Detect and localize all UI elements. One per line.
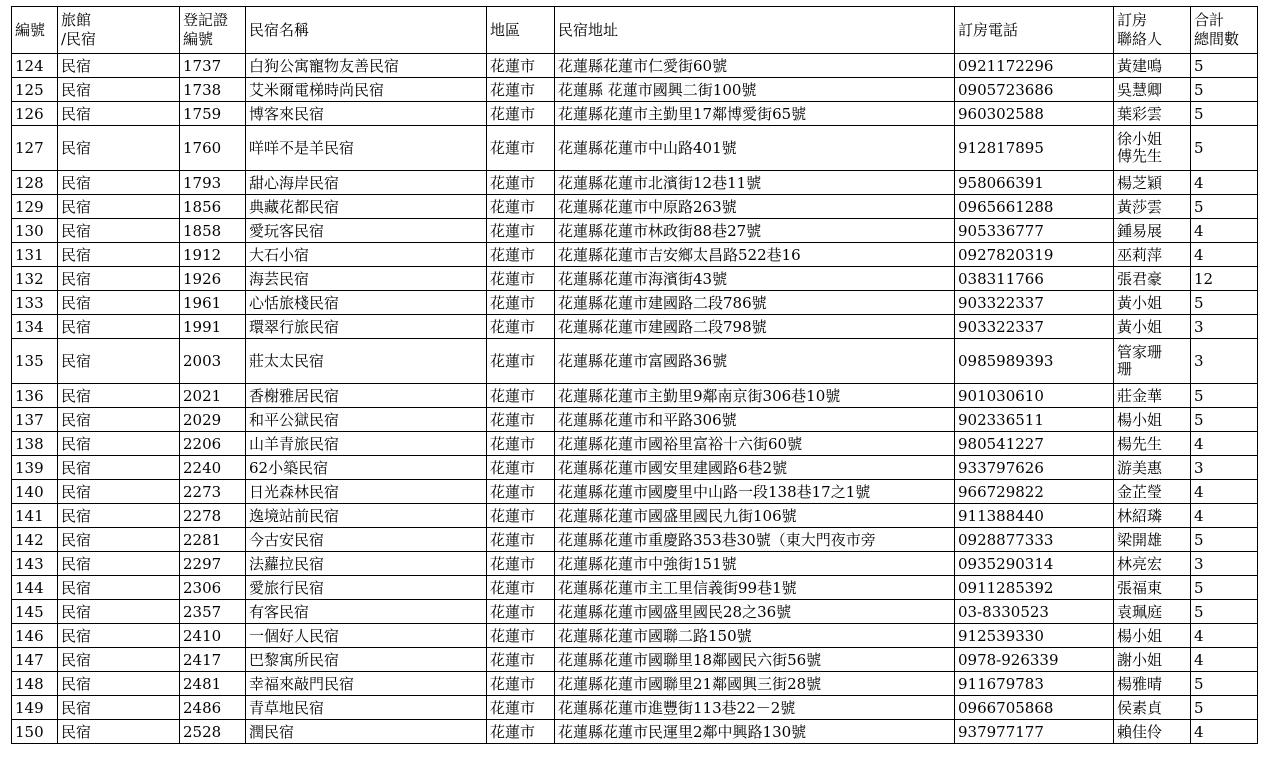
- table-row: [12, 432, 1258, 456]
- type-cell: 民宿: [58, 552, 180, 576]
- rooms-cell: 4: [1191, 171, 1258, 195]
- region-cell: 花蓮市: [487, 339, 555, 384]
- type-cell: 民宿: [58, 126, 180, 171]
- rooms-cell: 5: [1191, 102, 1258, 126]
- license-cell: 2281: [180, 528, 246, 552]
- serial-cell: 128: [12, 171, 58, 195]
- region-cell: 花蓮市: [487, 78, 555, 102]
- rooms-cell: 4: [1191, 504, 1258, 528]
- serial-cell: 130: [12, 219, 58, 243]
- phone-cell: 0966705868: [955, 696, 1114, 720]
- license-cell: 2417: [180, 648, 246, 672]
- contact-cell: 謝小姐: [1114, 648, 1191, 672]
- phone-cell: 0985989393: [955, 339, 1114, 384]
- serial-cell: 126: [12, 102, 58, 126]
- phone-cell: 933797626: [955, 456, 1114, 480]
- table-row: [12, 552, 1258, 576]
- license-cell: 2003: [180, 339, 246, 384]
- name-cell: 山羊青旅民宿: [246, 432, 487, 456]
- address-cell: 花蓮縣花蓮市國聯二路150號: [555, 624, 955, 648]
- region-cell: 花蓮市: [487, 480, 555, 504]
- rooms-cell: 5: [1191, 195, 1258, 219]
- license-cell: 1759: [180, 102, 246, 126]
- type-cell: 民宿: [58, 600, 180, 624]
- contact-cell: 莊金華: [1114, 384, 1191, 408]
- serial-cell: 125: [12, 78, 58, 102]
- rooms-cell: 3: [1191, 456, 1258, 480]
- serial-cell: 145: [12, 600, 58, 624]
- region-cell: 花蓮市: [487, 648, 555, 672]
- table-row: [12, 696, 1258, 720]
- name-cell: 心恬旅棧民宿: [246, 291, 487, 315]
- phone-cell: 0905723686: [955, 78, 1114, 102]
- type-cell: 民宿: [58, 78, 180, 102]
- contact-cell: 葉彩雲: [1114, 102, 1191, 126]
- table-row: [12, 102, 1258, 126]
- type-cell: 民宿: [58, 504, 180, 528]
- address-cell: 花蓮縣花蓮市中山路401號: [555, 126, 955, 171]
- rooms-cell: 5: [1191, 672, 1258, 696]
- region-cell: 花蓮市: [487, 54, 555, 78]
- address-cell: 花蓮縣花蓮市主勤里17鄰博愛街65號: [555, 102, 955, 126]
- table-row: [12, 78, 1258, 102]
- type-cell: 民宿: [58, 291, 180, 315]
- contact-cell: 袁珮庭: [1114, 600, 1191, 624]
- address-cell: 花蓮縣花蓮市重慶路353巷30號（東大門夜市旁: [555, 528, 955, 552]
- license-cell: 1793: [180, 171, 246, 195]
- address-cell: 花蓮縣花蓮市主工里信義街99巷1號: [555, 576, 955, 600]
- address-cell: 花蓮縣花蓮市中強街151號: [555, 552, 955, 576]
- serial-cell: 139: [12, 456, 58, 480]
- contact-cell: 黃建鳴: [1114, 54, 1191, 78]
- rooms-cell: 5: [1191, 291, 1258, 315]
- region-cell: 花蓮市: [487, 291, 555, 315]
- rooms-cell: 4: [1191, 219, 1258, 243]
- contact-cell: 金芷瑩: [1114, 480, 1191, 504]
- table-row: [12, 456, 1258, 480]
- table-row: [12, 126, 1258, 171]
- serial-cell: 133: [12, 291, 58, 315]
- name-cell: 海芸民宿: [246, 267, 487, 291]
- region-cell: 花蓮市: [487, 384, 555, 408]
- type-cell: 民宿: [58, 576, 180, 600]
- address-cell: 花蓮縣花蓮市進豐街113巷22－2號: [555, 696, 955, 720]
- contact-cell: 楊小姐: [1114, 408, 1191, 432]
- name-cell: 一個好人民宿: [246, 624, 487, 648]
- address-cell: 花蓮縣花蓮市國聯里21鄰國興三街28號: [555, 672, 955, 696]
- table-row: [12, 219, 1258, 243]
- address-cell: 花蓮縣花蓮市主勤里9鄰南京街306巷10號: [555, 384, 955, 408]
- type-cell: 民宿: [58, 696, 180, 720]
- address-cell: 花蓮縣花蓮市仁愛街60號: [555, 54, 955, 78]
- type-cell: 民宿: [58, 456, 180, 480]
- address-cell: 花蓮縣花蓮市林政街88巷27號: [555, 219, 955, 243]
- phone-cell: 0927820319: [955, 243, 1114, 267]
- contact-cell: 吳慧卿: [1114, 78, 1191, 102]
- rooms-cell: 5: [1191, 696, 1258, 720]
- region-cell: 花蓮市: [487, 696, 555, 720]
- license-cell: 2297: [180, 552, 246, 576]
- serial-cell: 150: [12, 720, 58, 744]
- table-row: [12, 720, 1258, 744]
- phone-cell: 03-8330523: [955, 600, 1114, 624]
- rooms-cell: 5: [1191, 576, 1258, 600]
- rooms-cell: 4: [1191, 243, 1258, 267]
- serial-cell: 138: [12, 432, 58, 456]
- phone-cell: 912817895: [955, 126, 1114, 171]
- contact-cell: 巫莉萍: [1114, 243, 1191, 267]
- rooms-cell: 12: [1191, 267, 1258, 291]
- name-cell: 62小築民宿: [246, 456, 487, 480]
- type-cell: 民宿: [58, 54, 180, 78]
- contact-cell: 張君豪: [1114, 267, 1191, 291]
- serial-cell: 136: [12, 384, 58, 408]
- table-row: [12, 315, 1258, 339]
- contact-cell: 侯素貞: [1114, 696, 1191, 720]
- serial-cell: 142: [12, 528, 58, 552]
- license-cell: 2021: [180, 384, 246, 408]
- phone-cell: 0921172296: [955, 54, 1114, 78]
- type-cell: 民宿: [58, 219, 180, 243]
- license-cell: 2306: [180, 576, 246, 600]
- region-cell: 花蓮市: [487, 102, 555, 126]
- header-cell: 合計 總間數: [1191, 7, 1258, 54]
- header-cell: 地區: [487, 7, 555, 54]
- rooms-cell: 5: [1191, 384, 1258, 408]
- type-cell: 民宿: [58, 339, 180, 384]
- serial-cell: 124: [12, 54, 58, 78]
- type-cell: 民宿: [58, 648, 180, 672]
- table-body: [12, 54, 1258, 744]
- address-cell: 花蓮縣花蓮市國盛里國民九街106號: [555, 504, 955, 528]
- phone-cell: 960302588: [955, 102, 1114, 126]
- table-row: [12, 291, 1258, 315]
- license-cell: 1738: [180, 78, 246, 102]
- serial-cell: 135: [12, 339, 58, 384]
- phone-cell: 901030610: [955, 384, 1114, 408]
- type-cell: 民宿: [58, 315, 180, 339]
- license-cell: 1991: [180, 315, 246, 339]
- phone-cell: 902336511: [955, 408, 1114, 432]
- header-cell: 編號: [12, 7, 58, 54]
- address-cell: 花蓮縣花蓮市中原路263號: [555, 195, 955, 219]
- name-cell: 艾米爾電梯時尚民宿: [246, 78, 487, 102]
- table-row: [12, 267, 1258, 291]
- table-row: [12, 195, 1258, 219]
- table-row: [12, 600, 1258, 624]
- serial-cell: 141: [12, 504, 58, 528]
- license-cell: 2029: [180, 408, 246, 432]
- address-cell: 花蓮縣花蓮市吉安鄉太昌路522巷16: [555, 243, 955, 267]
- name-cell: 甜心海岸民宿: [246, 171, 487, 195]
- phone-cell: 937977177: [955, 720, 1114, 744]
- phone-cell: 038311766: [955, 267, 1114, 291]
- header-cell: 民宿地址: [555, 7, 955, 54]
- type-cell: 民宿: [58, 480, 180, 504]
- address-cell: 花蓮縣花蓮市和平路306號: [555, 408, 955, 432]
- serial-cell: 131: [12, 243, 58, 267]
- region-cell: 花蓮市: [487, 171, 555, 195]
- phone-cell: 0911285392: [955, 576, 1114, 600]
- name-cell: 今古安民宿: [246, 528, 487, 552]
- serial-cell: 148: [12, 672, 58, 696]
- rooms-cell: 3: [1191, 552, 1258, 576]
- license-cell: 2206: [180, 432, 246, 456]
- name-cell: 環翠行旅民宿: [246, 315, 487, 339]
- type-cell: 民宿: [58, 672, 180, 696]
- table-row: [12, 672, 1258, 696]
- region-cell: 花蓮市: [487, 504, 555, 528]
- contact-cell: 黃莎雲: [1114, 195, 1191, 219]
- type-cell: 民宿: [58, 267, 180, 291]
- rooms-cell: 3: [1191, 339, 1258, 384]
- serial-cell: 147: [12, 648, 58, 672]
- phone-cell: 911679783: [955, 672, 1114, 696]
- table-row: [12, 243, 1258, 267]
- name-cell: 大石小宿: [246, 243, 487, 267]
- address-cell: 花蓮縣花蓮市建國路二段786號: [555, 291, 955, 315]
- contact-cell: 鍾易展: [1114, 219, 1191, 243]
- address-cell: 花蓮縣花蓮市國慶里中山路一段138巷17之1號: [555, 480, 955, 504]
- name-cell: 巴黎寓所民宿: [246, 648, 487, 672]
- type-cell: 民宿: [58, 408, 180, 432]
- name-cell: 潤民宿: [246, 720, 487, 744]
- type-cell: 民宿: [58, 384, 180, 408]
- serial-cell: 146: [12, 624, 58, 648]
- name-cell: 香榭雅居民宿: [246, 384, 487, 408]
- name-cell: 青草地民宿: [246, 696, 487, 720]
- type-cell: 民宿: [58, 528, 180, 552]
- license-cell: 2278: [180, 504, 246, 528]
- rooms-cell: 4: [1191, 624, 1258, 648]
- phone-cell: 0978-926339: [955, 648, 1114, 672]
- phone-cell: 0928877333: [955, 528, 1114, 552]
- region-cell: 花蓮市: [487, 408, 555, 432]
- phone-cell: 0965661288: [955, 195, 1114, 219]
- license-cell: 1926: [180, 267, 246, 291]
- region-cell: 花蓮市: [487, 219, 555, 243]
- license-cell: 2481: [180, 672, 246, 696]
- phone-cell: 905336777: [955, 219, 1114, 243]
- region-cell: 花蓮市: [487, 624, 555, 648]
- name-cell: 愛玩客民宿: [246, 219, 487, 243]
- name-cell: 愛旅行民宿: [246, 576, 487, 600]
- license-cell: 1856: [180, 195, 246, 219]
- region-cell: 花蓮市: [487, 552, 555, 576]
- name-cell: 典藏花都民宿: [246, 195, 487, 219]
- name-cell: 逸境站前民宿: [246, 504, 487, 528]
- rooms-cell: 5: [1191, 600, 1258, 624]
- license-cell: 1912: [180, 243, 246, 267]
- region-cell: 花蓮市: [487, 195, 555, 219]
- license-cell: 2357: [180, 600, 246, 624]
- table-row: [12, 504, 1258, 528]
- address-cell: 花蓮縣花蓮市海濱街43號: [555, 267, 955, 291]
- phone-cell: 0935290314: [955, 552, 1114, 576]
- serial-cell: 143: [12, 552, 58, 576]
- table-row: [12, 648, 1258, 672]
- region-cell: 花蓮市: [487, 672, 555, 696]
- table-row: [12, 576, 1258, 600]
- region-cell: 花蓮市: [487, 267, 555, 291]
- rooms-cell: 3: [1191, 315, 1258, 339]
- phone-cell: 903322337: [955, 315, 1114, 339]
- name-cell: 幸福來敲門民宿: [246, 672, 487, 696]
- type-cell: 民宿: [58, 720, 180, 744]
- address-cell: 花蓮縣花蓮市建國路二段798號: [555, 315, 955, 339]
- table-row: [12, 171, 1258, 195]
- license-cell: 2410: [180, 624, 246, 648]
- region-cell: 花蓮市: [487, 315, 555, 339]
- page: [11, 6, 1258, 744]
- address-cell: 花蓮縣花蓮市國裕里富裕十六街60號: [555, 432, 955, 456]
- table-row: [12, 480, 1258, 504]
- header-cell: 登記證 編號: [180, 7, 246, 54]
- name-cell: 法蘿拉民宿: [246, 552, 487, 576]
- contact-cell: 黃小姐: [1114, 291, 1191, 315]
- region-cell: 花蓮市: [487, 243, 555, 267]
- serial-cell: 140: [12, 480, 58, 504]
- serial-cell: 149: [12, 696, 58, 720]
- region-cell: 花蓮市: [487, 126, 555, 171]
- name-cell: 博客來民宿: [246, 102, 487, 126]
- address-cell: 花蓮縣花蓮市富國路36號: [555, 339, 955, 384]
- phone-cell: 903322337: [955, 291, 1114, 315]
- header-cell: 民宿名稱: [246, 7, 487, 54]
- contact-cell: 黃小姐: [1114, 315, 1191, 339]
- contact-cell: 林紹璘: [1114, 504, 1191, 528]
- name-cell: 咩咩不是羊民宿: [246, 126, 487, 171]
- name-cell: 日光森林民宿: [246, 480, 487, 504]
- type-cell: 民宿: [58, 432, 180, 456]
- rooms-cell: 5: [1191, 78, 1258, 102]
- header-cell: 訂房電話: [955, 7, 1114, 54]
- phone-cell: 966729822: [955, 480, 1114, 504]
- type-cell: 民宿: [58, 171, 180, 195]
- contact-cell: 楊雅晴: [1114, 672, 1191, 696]
- serial-cell: 137: [12, 408, 58, 432]
- table-row: [12, 339, 1258, 384]
- serial-cell: 144: [12, 576, 58, 600]
- license-cell: 1760: [180, 126, 246, 171]
- contact-cell: 張福東: [1114, 576, 1191, 600]
- region-cell: 花蓮市: [487, 528, 555, 552]
- name-cell: 有客民宿: [246, 600, 487, 624]
- region-cell: 花蓮市: [487, 600, 555, 624]
- phone-cell: 980541227: [955, 432, 1114, 456]
- type-cell: 民宿: [58, 243, 180, 267]
- contact-cell: 徐小姐 傅先生: [1114, 126, 1191, 171]
- name-cell: 莊太太民宿: [246, 339, 487, 384]
- rooms-cell: 5: [1191, 54, 1258, 78]
- rooms-cell: 5: [1191, 528, 1258, 552]
- name-cell: 白狗公寓寵物友善民宿: [246, 54, 487, 78]
- license-cell: 1737: [180, 54, 246, 78]
- serial-cell: 132: [12, 267, 58, 291]
- serial-cell: 134: [12, 315, 58, 339]
- phone-cell: 912539330: [955, 624, 1114, 648]
- bnb-registry-table: [11, 6, 1258, 744]
- table-row: [12, 384, 1258, 408]
- serial-cell: 127: [12, 126, 58, 171]
- contact-cell: 游美惠: [1114, 456, 1191, 480]
- header-row: [12, 7, 1258, 54]
- header-cell: 訂房 聯絡人: [1114, 7, 1191, 54]
- type-cell: 民宿: [58, 195, 180, 219]
- contact-cell: 楊先生: [1114, 432, 1191, 456]
- license-cell: 2273: [180, 480, 246, 504]
- region-cell: 花蓮市: [487, 432, 555, 456]
- address-cell: 花蓮縣花蓮市北濱街12巷11號: [555, 171, 955, 195]
- contact-cell: 賴佳伶: [1114, 720, 1191, 744]
- region-cell: 花蓮市: [487, 576, 555, 600]
- rooms-cell: 5: [1191, 408, 1258, 432]
- type-cell: 民宿: [58, 102, 180, 126]
- header-cell: 旅館 /民宿: [58, 7, 180, 54]
- table-row: [12, 408, 1258, 432]
- table-row: [12, 54, 1258, 78]
- table-row: [12, 624, 1258, 648]
- rooms-cell: 4: [1191, 480, 1258, 504]
- contact-cell: 楊芝穎: [1114, 171, 1191, 195]
- phone-cell: 911388440: [955, 504, 1114, 528]
- serial-cell: 129: [12, 195, 58, 219]
- license-cell: 2486: [180, 696, 246, 720]
- address-cell: 花蓮縣花蓮市國安里建國路6巷2號: [555, 456, 955, 480]
- contact-cell: 梁開雄: [1114, 528, 1191, 552]
- address-cell: 花蓮縣花蓮市國聯里18鄰國民六街56號: [555, 648, 955, 672]
- address-cell: 花蓮縣花蓮市民運里2鄰中興路130號: [555, 720, 955, 744]
- rooms-cell: 4: [1191, 432, 1258, 456]
- license-cell: 2240: [180, 456, 246, 480]
- rooms-cell: 5: [1191, 126, 1258, 171]
- contact-cell: 管家珊 珊: [1114, 339, 1191, 384]
- region-cell: 花蓮市: [487, 720, 555, 744]
- table-row: [12, 528, 1258, 552]
- address-cell: 花蓮縣花蓮市國盛里國民28之36號: [555, 600, 955, 624]
- phone-cell: 958066391: [955, 171, 1114, 195]
- type-cell: 民宿: [58, 624, 180, 648]
- rooms-cell: 4: [1191, 648, 1258, 672]
- contact-cell: 楊小姐: [1114, 624, 1191, 648]
- license-cell: 2528: [180, 720, 246, 744]
- address-cell: 花蓮縣 花蓮市國興二街100號: [555, 78, 955, 102]
- name-cell: 和平公獄民宿: [246, 408, 487, 432]
- rooms-cell: 4: [1191, 720, 1258, 744]
- license-cell: 1961: [180, 291, 246, 315]
- region-cell: 花蓮市: [487, 456, 555, 480]
- contact-cell: 林亮宏: [1114, 552, 1191, 576]
- license-cell: 1858: [180, 219, 246, 243]
